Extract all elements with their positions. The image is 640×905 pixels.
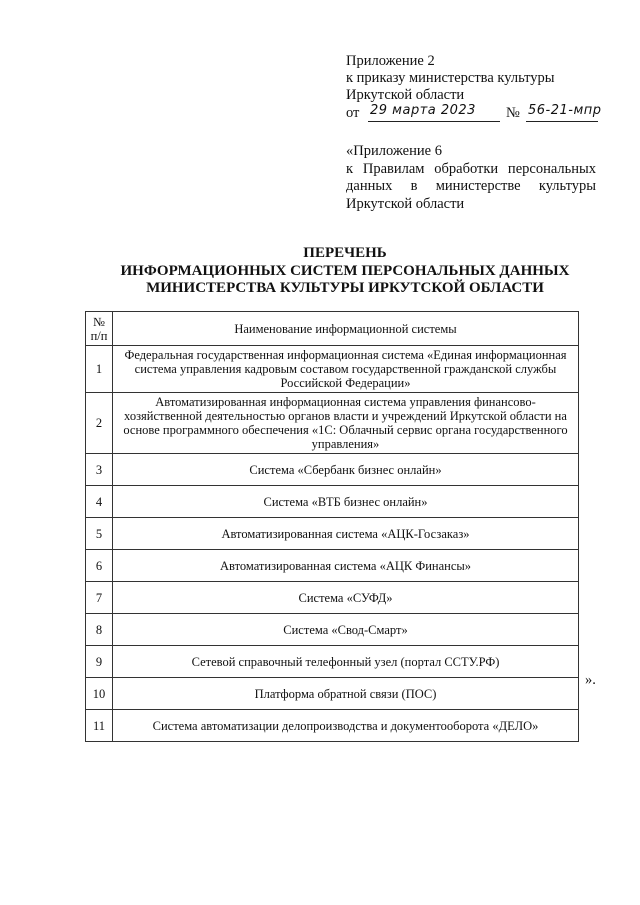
date-prefix: от [346, 105, 360, 121]
table-row [86, 614, 579, 646]
appendix-region: Иркутской области [346, 87, 465, 103]
title-line-1: ПЕРЕЧЕНЬ [303, 245, 387, 261]
appendix6-region: Иркутской области [346, 195, 465, 212]
table-row [86, 678, 579, 710]
closing-quote-mark: ». [585, 672, 596, 688]
header-name: Наименование информационной системы [113, 312, 579, 346]
number-underline [526, 121, 598, 122]
appendix-order-ref: к приказу министерства культуры [346, 70, 555, 86]
document-title [100, 245, 590, 298]
table-row [86, 518, 579, 550]
row-number: 11 [86, 710, 113, 742]
row-name: Федеральная государственная информационная система «Единая информационная система управления кадровым составом государственной гражданской службы Российской Федерации» [113, 346, 579, 393]
row-name: Платформа обратной связи (ПОС) [113, 678, 579, 710]
appendix6-title: «Приложение 6 [346, 143, 442, 159]
table-row [86, 486, 579, 518]
appendix6-rules-ref: к Правилам обработки персональных [346, 160, 596, 177]
row-number: 5 [86, 518, 113, 550]
row-number: 2 [86, 393, 113, 454]
title-line-3: МИНИСТЕРСТВА КУЛЬТУРЫ ИРКУТСКОЙ ОБЛАСТИ [146, 280, 544, 296]
row-number: 6 [86, 550, 113, 582]
appendix-header [346, 53, 602, 123]
row-number: 8 [86, 614, 113, 646]
row-name: Система «ВТБ бизнес онлайн» [113, 486, 579, 518]
appendix6-header [346, 143, 596, 213]
row-number: 1 [86, 346, 113, 393]
handwritten-order-number: 56-21-мпр [528, 103, 602, 118]
row-number: 3 [86, 454, 113, 486]
row-name: Система «Свод-Смарт» [113, 614, 579, 646]
table-row [86, 393, 579, 454]
table-row [86, 582, 579, 614]
table-row [86, 550, 579, 582]
table-header-row [86, 312, 579, 346]
table-row [86, 346, 579, 393]
row-number: 7 [86, 582, 113, 614]
header-number: № п/п [86, 312, 113, 346]
row-number: 4 [86, 486, 113, 518]
title-line-2: ИНФОРМАЦИОННЫХ СИСТЕМ ПЕРСОНАЛЬНЫХ ДАННЫХ [120, 262, 570, 279]
table-row [86, 646, 579, 678]
appendix-title: Приложение 2 [346, 53, 435, 69]
table-row [86, 454, 579, 486]
number-sign: № [506, 105, 520, 121]
row-name: Система «СУФД» [113, 582, 579, 614]
appendix6-ministry: данных в министерстве культуры [346, 178, 596, 194]
row-name: Автоматизированная информационная система управления финансово-хозяйственной деятельностью органов власти и учреждений Иркутской области на основе программного обеспечения «1С: Облачный сервис органа государственного управления» [113, 393, 579, 454]
row-name: Система «Сбербанк бизнес онлайн» [113, 454, 579, 486]
date-underline [368, 121, 500, 122]
order-date-line [346, 103, 602, 123]
row-number: 10 [86, 678, 113, 710]
row-name: Автоматизированная система «АЦК-Госзаказ» [113, 518, 579, 550]
row-name: Сетевой справочный телефонный узел (портал ССТУ.РФ) [113, 646, 579, 678]
row-name: Система автоматизации делопроизводства и документооборота «ДЕЛО» [113, 710, 579, 742]
information-systems-table [85, 311, 579, 742]
row-name: Автоматизированная система «АЦК Финансы» [113, 550, 579, 582]
handwritten-date: 29 марта 2023 [370, 103, 476, 118]
table-row [86, 710, 579, 742]
row-number: 9 [86, 646, 113, 678]
